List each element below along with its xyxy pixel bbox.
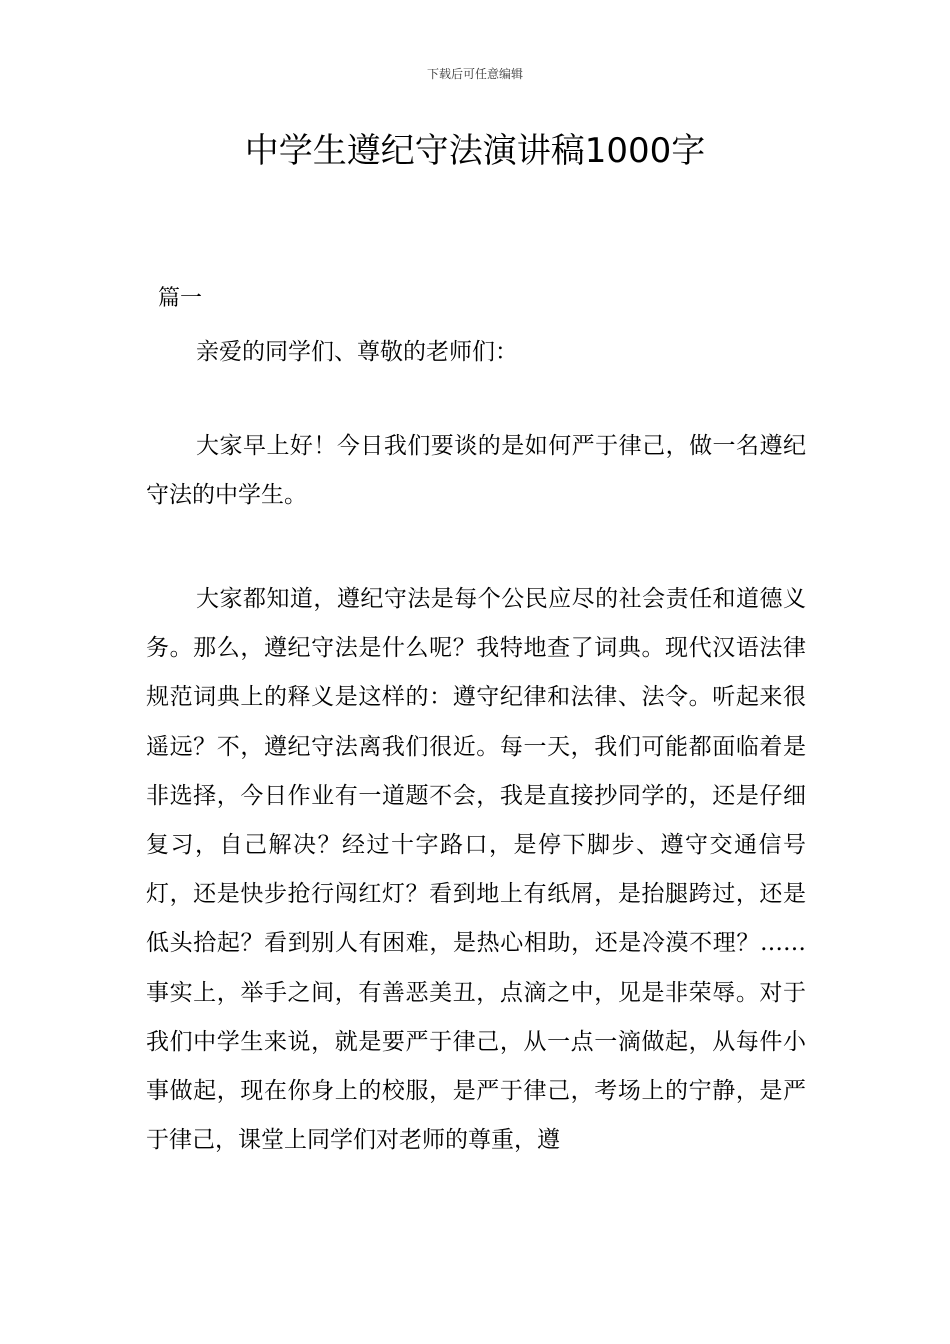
section-label: 篇一	[158, 286, 203, 311]
greeting-line: 亲爱的同学们、尊敬的老师们：	[196, 339, 518, 365]
document-title: 中学生遵纪守法演讲稿1000字	[244, 131, 706, 171]
paragraph-2: 大家都知道，遵纪守法是每个公民应尽的社会责任和道德义务。那么，遵纪守法是什么呢？我特地查了词典。现代汉语法律规范词典上的释义是这样的：遵守纪律和法律、法令。听起来很遥远？不，遵纪守法离我们很近。每一天，我们可能都面临着是非选择，今日作业有一道题不会，我是直接抄同学的，还是仔细复习，自己解决？经过十字路口，是停下脚步、遵守交通信号灯，还是快步抢行闯红灯？看到地上有纸屑，是抬腿跨过，还是低头拾起？看到别人有困难，是热心相助，还是冷漠不理？……事实上，举手之间，有善恶美丑，点滴之中，见是非荣辱。对于我们中学生来说，就是要严于律己，从一点一滴做起，从每件小事做起，现在你身上的校服，是严于律己，考场上的宁静，是严于律己，课堂上同学们对老师的尊重，遵	[146, 586, 806, 1154]
paragraph-1: 大家早上好！今日我们要谈的是如何严于律己，做一名遵纪守法的中学生。	[146, 433, 806, 509]
header-note: 下载后可任意编辑	[426, 67, 523, 81]
